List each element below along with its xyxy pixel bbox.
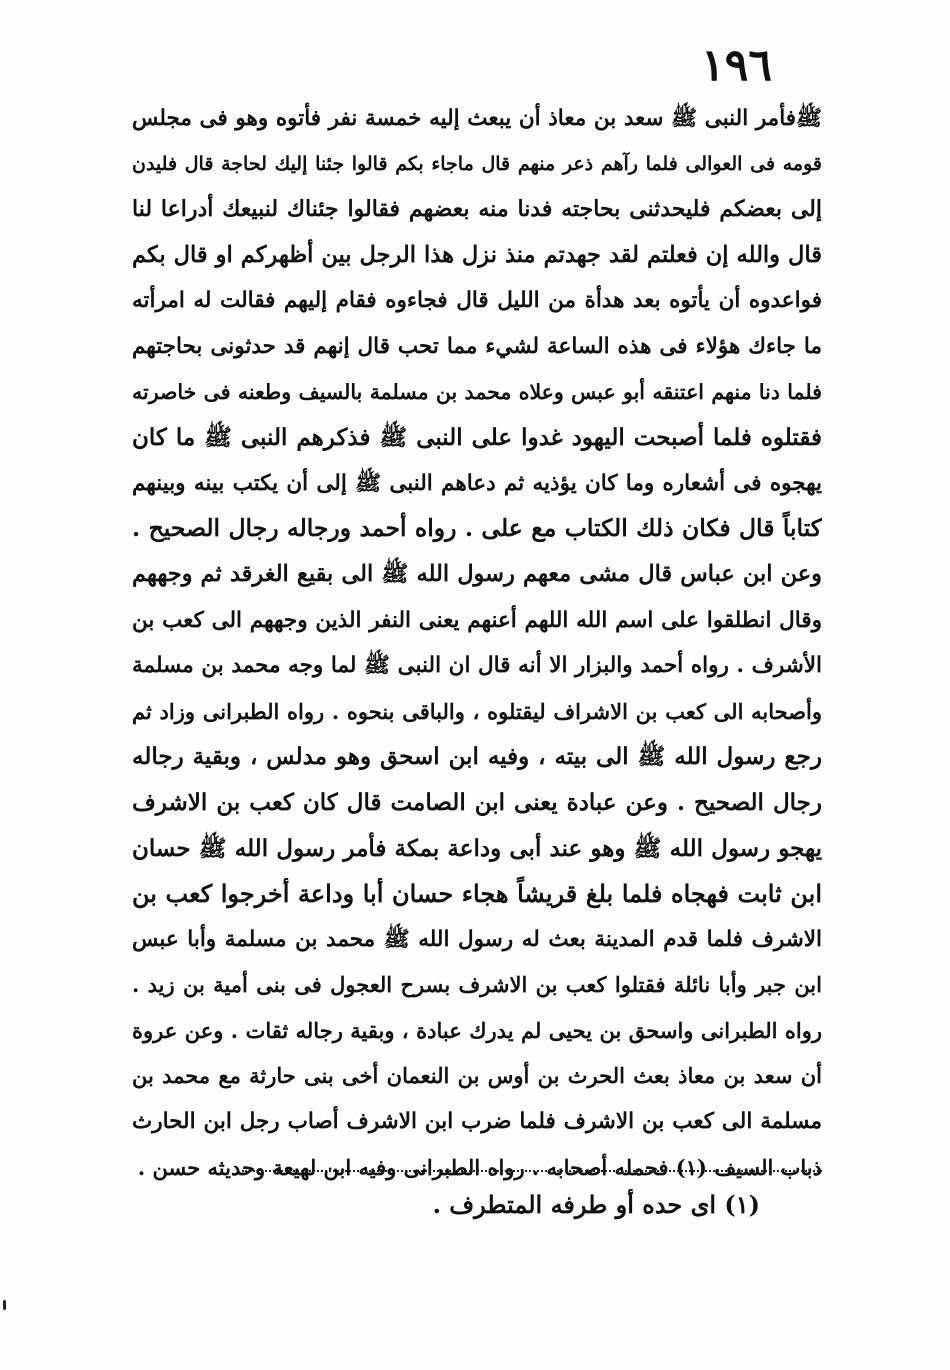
text-line: ابن جبر وأبا نائلة فقتلوا كعب بن الاشرف بسرح العجول فى بنى أمية بن زيد . [132, 972, 822, 998]
text-line: كتاباً قال فكان ذلك الكتاب مع على . رواه أحمد ورجاله رجال الصحيح . [132, 514, 822, 543]
body-text [132, 96, 822, 1190]
text-line: وقال انطلقوا على اسم الله اللهم أعنهم يعنى النفر الذين وجههم الى كعب بن [132, 607, 822, 633]
text-line: الاشرف فلما قدم المدينة بعث له رسول الله ﷺ محمد بن مسلمة وأبا عبس [132, 926, 822, 952]
page-number: ١٩٦ [701, 40, 772, 91]
text-line: ﷺفأمر النبى ﷺ سعد بن معاذ أن يبعث إليه خمسة نفر فأتوه وهو فى مجلس [132, 106, 822, 131]
text-line: وعن ابن عباس قال مشى معهم رسول الله ﷺ الى بقيع الغرقد ثم وجههم [132, 560, 822, 587]
text-line: وأصحابه الى كعب بن الاشراف ليقتلوه ، والباقى بنحوه . رواه الطبرانى وزاد ثم [132, 698, 822, 724]
footnote-divider [242, 1170, 822, 1172]
text-line: مسلمة الى كعب بن الاشرف فلما ضرب ابن الاشرف أصاب رجل ابن الحارث [132, 1109, 822, 1135]
text-line: ابن ثابت فهجاه فلما بلغ قريشاً هجاء حسان أبا وداعة أخرجوا كعب بن [132, 879, 822, 909]
text-line: قال والله إن فعلتم لقد جهدتم منذ نزل هذا الرجل بين أظهركم او قال بكم [132, 241, 822, 268]
text-line: رواه الطبرانى واسحق بن يحيى لم يدرك عبادة ، وبقية رجاله ثقات . وعن عروة [132, 1017, 822, 1043]
text-line: يهجو رسول الله ﷺ وهو عند أبى وداعة بمكة فأمر رسول الله ﷺ حسان [132, 834, 822, 862]
scan-edge-mark [3, 1300, 6, 1310]
text-line: فلما دنا منهم اعتنقه أبو عبس وعلاه محمد بن مسلمة بالسيف وطعنه فى خاصرته [132, 379, 822, 404]
text-line: الأشرف . رواه أحمد والبزار الا أنه قال ان النبى ﷺ لما وجه محمد بن مسلمة [132, 653, 822, 679]
text-line: ما جاءك هؤلاء فى هذه الساعة لشيء مما تحب قال إنهم قد حدثونى بحاجتهم [132, 333, 822, 359]
text-line: فواعدوه أن يأتوه بعد هدأة من الليل قال فجاءوه فقام إليهم فقالت له امرأته [132, 288, 822, 314]
text-line: رجع رسول الله ﷺ الى بيته ، وفيه ابن اسحق وهو مدلس ، وبقية رجاله [132, 743, 822, 771]
text-line: ذباب السيف (١) فحمله أصحابه . رواه الطبرانى وفيه ابن لهيعة وحديثه حسن . [137, 1154, 822, 1180]
text-line: فقتلوه فلما أصبحت اليهود غدوا على النبى ﷺ فذكرهم النبى ﷺ ما كان [132, 424, 822, 452]
text-line: أن سعد بن معاذ بعث الحرث بن أوس بن النعمان أخى بنى حارثة مع محمد بن [132, 1063, 822, 1089]
text-line: قومه فى العوالى فلما رآهم ذعر منهم قال ماجاء بكم قالوا جئنا إليك لحاجة قال فليدن [132, 152, 822, 175]
text-line: إلى بعضكم فليحدثنى بحاجته فدنا منه بعضهم فقالوا جئناك لنبيعك أدراعا لنا [132, 196, 822, 223]
text-line: رجال الصحيح . وعن عبادة يعنى ابن الصامت قال كان كعب بن الاشرف [132, 788, 822, 816]
footnote: (١) اى حده أو طرفه المتطرف . [432, 1190, 760, 1219]
text-line: يهجوه فى أشعاره وما كان يؤذيه ثم دعاهم النبى ﷺ إلى أن يكتب بينه وبينهم [132, 470, 822, 496]
